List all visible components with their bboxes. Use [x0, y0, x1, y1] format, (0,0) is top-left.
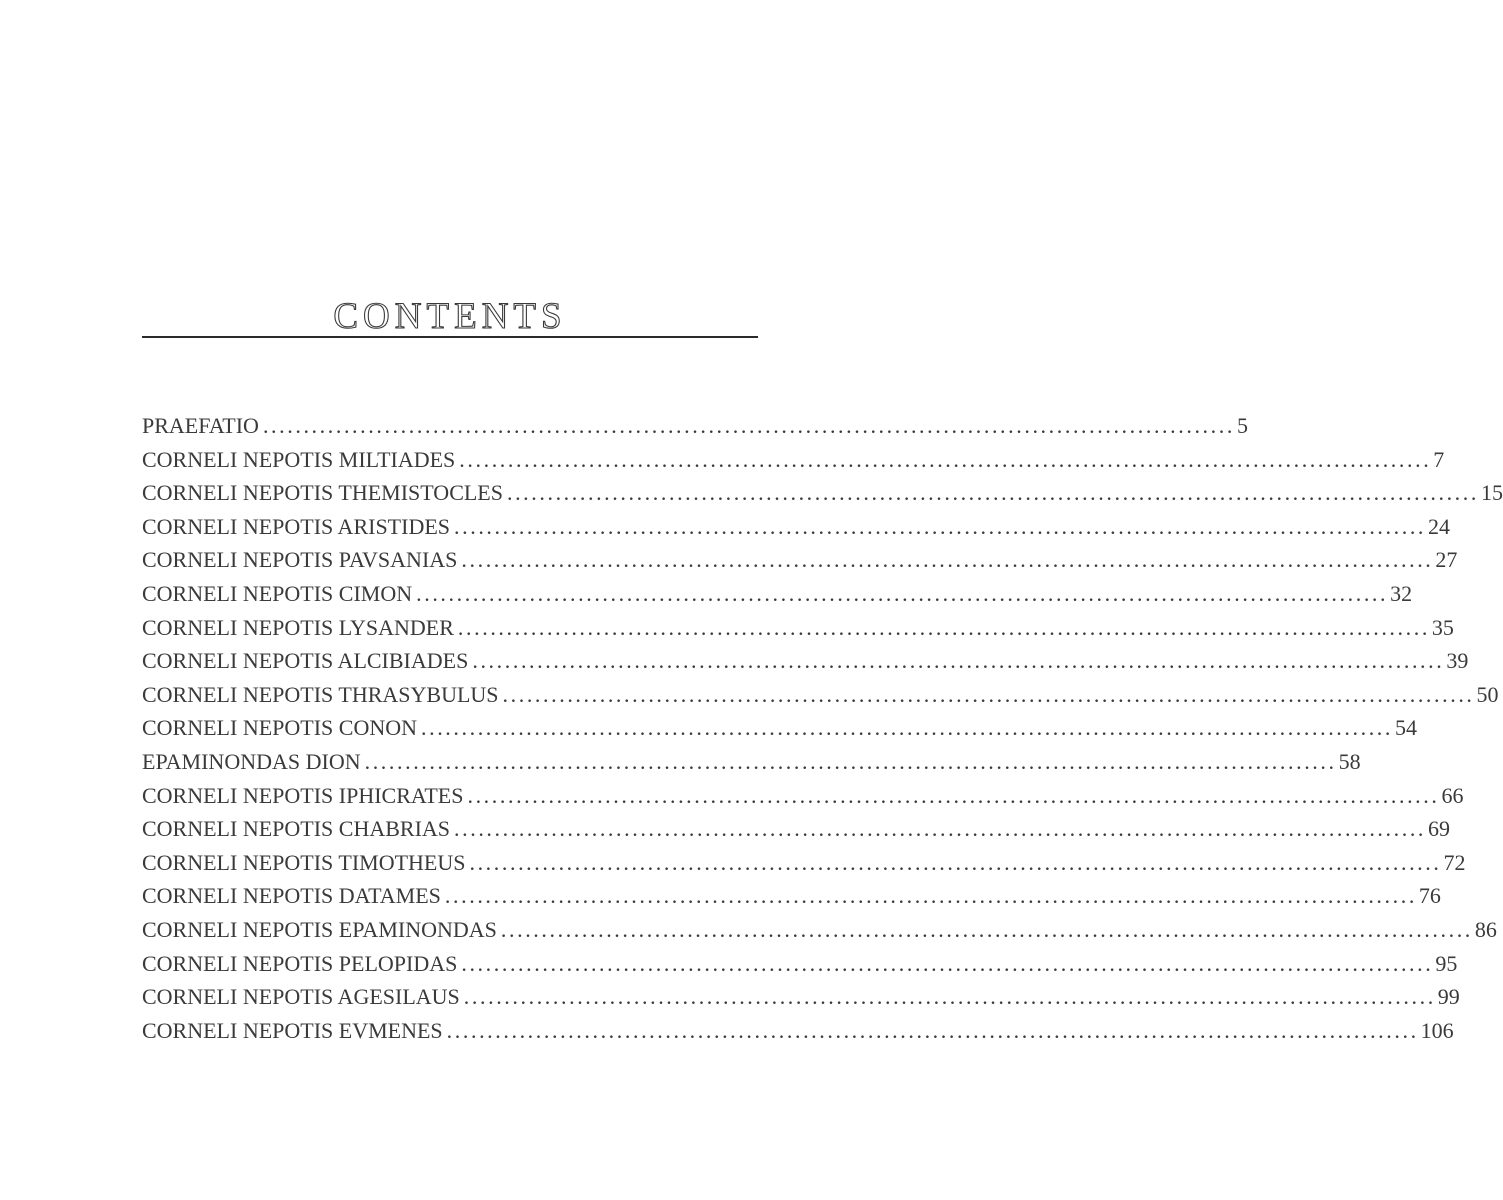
toc-entry-label: CORNELI NEPOTIS TIMOTHEUS [142, 849, 466, 875]
toc-entry-label: CORNELI NEPOTIS PAVSANIAS [142, 547, 458, 573]
toc-entry[interactable] [142, 543, 1458, 577]
toc-entry-label: CORNELI NEPOTIS CONON [142, 715, 417, 741]
toc-entry[interactable] [142, 611, 1454, 645]
toc-entry[interactable] [142, 947, 1458, 981]
toc-entry-page: 39 [1446, 648, 1469, 674]
toc-entry-label: CORNELI NEPOTIS DATAMES [142, 883, 441, 909]
toc-entry-page: 66 [1441, 782, 1464, 808]
toc-entry-page: 7 [1433, 446, 1445, 472]
dot-leader: ........................................................................................................................ [416, 580, 1389, 606]
toc-entry-label: CORNELI NEPOTIS EVMENES [142, 1017, 443, 1043]
dot-leader: ........................................................................................................................ [262, 413, 1235, 438]
dot-leader: ........................................................................................................................ [472, 648, 1445, 674]
toc-entry[interactable] [142, 779, 1464, 813]
toc-entry-page: 54 [1395, 715, 1417, 741]
toc-entry-label: CORNELI NEPOTIS LYSANDER [142, 614, 454, 640]
dot-leader: ........................................................................................................................ [364, 748, 1337, 774]
toc-entry-label: CORNELI NEPOTIS PELOPIDAS [142, 950, 458, 976]
toc-entry-page: 76 [1418, 883, 1441, 909]
toc-entry-label: CORNELI NEPOTIS MILTIADES [142, 446, 456, 472]
toc-entry-page: 50 [1476, 681, 1499, 707]
toc-entry-page: 69 [1428, 816, 1451, 842]
dot-leader: ........................................................................................................................ [506, 480, 1479, 506]
toc-entry[interactable] [142, 913, 1497, 947]
dot-leader: ........................................................................................................................ [461, 950, 1434, 976]
toc-entry[interactable] [142, 577, 1413, 611]
toc-entry[interactable] [142, 812, 1451, 846]
toc-entry[interactable] [142, 678, 1499, 712]
toc-entry-label: CORNELI NEPOTIS EPAMINONDAS [142, 916, 497, 942]
toc-entry[interactable] [142, 846, 1466, 880]
toc-entry-page: 5 [1236, 413, 1248, 438]
toc-entry-label: CORNELI NEPOTIS IPHICRATES [142, 782, 464, 808]
toc-entry-page: 27 [1435, 547, 1458, 573]
dot-leader: ........................................................................................................................ [454, 816, 1427, 842]
toc-entry-page: 95 [1435, 950, 1458, 976]
toc-entry-label: CORNELI NEPOTIS CIMON [142, 580, 413, 606]
toc-entry[interactable] [142, 476, 1503, 510]
dot-leader: ........................................................................................................................ [500, 916, 1473, 942]
table-of-contents [142, 409, 1503, 1047]
toc-entry-label: CORNELI NEPOTIS ALCIBIADES [142, 648, 469, 674]
dot-leader: ........................................................................................................................ [421, 715, 1393, 741]
toc-entry[interactable] [142, 443, 1445, 477]
toc-entry[interactable] [142, 510, 1451, 544]
toc-entry-page: 24 [1428, 513, 1451, 539]
toc-entry[interactable] [142, 980, 1460, 1014]
toc-entry-label: CORNELI NEPOTIS THEMISTOCLES [142, 480, 503, 506]
toc-entry-page: 72 [1443, 849, 1466, 875]
dot-leader: ........................................................................................................................ [444, 883, 1417, 909]
toc-entry-label: EPAMINONDAS DION [142, 748, 361, 774]
toc-entry-label: CORNELI NEPOTIS AGESILAUS [142, 984, 460, 1010]
toc-entry-page: 58 [1338, 748, 1361, 774]
toc-entry[interactable] [142, 644, 1469, 678]
toc-entry-page: 15 [1480, 480, 1503, 506]
toc-entry-page: 106 [1420, 1017, 1454, 1043]
toc-entry[interactable] [142, 711, 1417, 745]
toc-entry[interactable] [142, 1014, 1454, 1048]
dot-leader: ........................................................................................................................ [502, 681, 1475, 707]
dot-leader: ........................................................................................................................ [469, 849, 1442, 875]
toc-entry-label: CORNELI NEPOTIS THRASYBULUS [142, 681, 499, 707]
toc-entry[interactable] [142, 879, 1441, 913]
toc-entry-page: 99 [1437, 984, 1460, 1010]
dot-leader: ........................................................................................................................ [467, 782, 1440, 808]
dot-leader: ........................................................................................................................ [459, 446, 1432, 472]
title-divider [142, 336, 758, 338]
toc-entry-label: CORNELI NEPOTIS CHABRIAS [142, 816, 451, 842]
toc-entry-page: 86 [1474, 916, 1497, 942]
toc-entry[interactable] [142, 745, 1361, 779]
page-title: CONTENTS [333, 295, 567, 337]
dot-leader: ........................................................................................................................ [454, 513, 1427, 539]
toc-entry-label: PRAEFATIO [142, 413, 259, 438]
toc-entry-page: 32 [1390, 580, 1413, 606]
dot-leader: ........................................................................................................................ [463, 984, 1436, 1010]
toc-entry-label: CORNELI NEPOTIS ARISTIDES [142, 513, 451, 539]
toc-entry[interactable] [142, 409, 1248, 443]
toc-entry-page: 35 [1431, 614, 1454, 640]
dot-leader: ........................................................................................................................ [461, 547, 1434, 573]
dot-leader: ........................................................................................................................ [457, 614, 1430, 640]
dot-leader: ........................................................................................................................ [446, 1017, 1419, 1043]
